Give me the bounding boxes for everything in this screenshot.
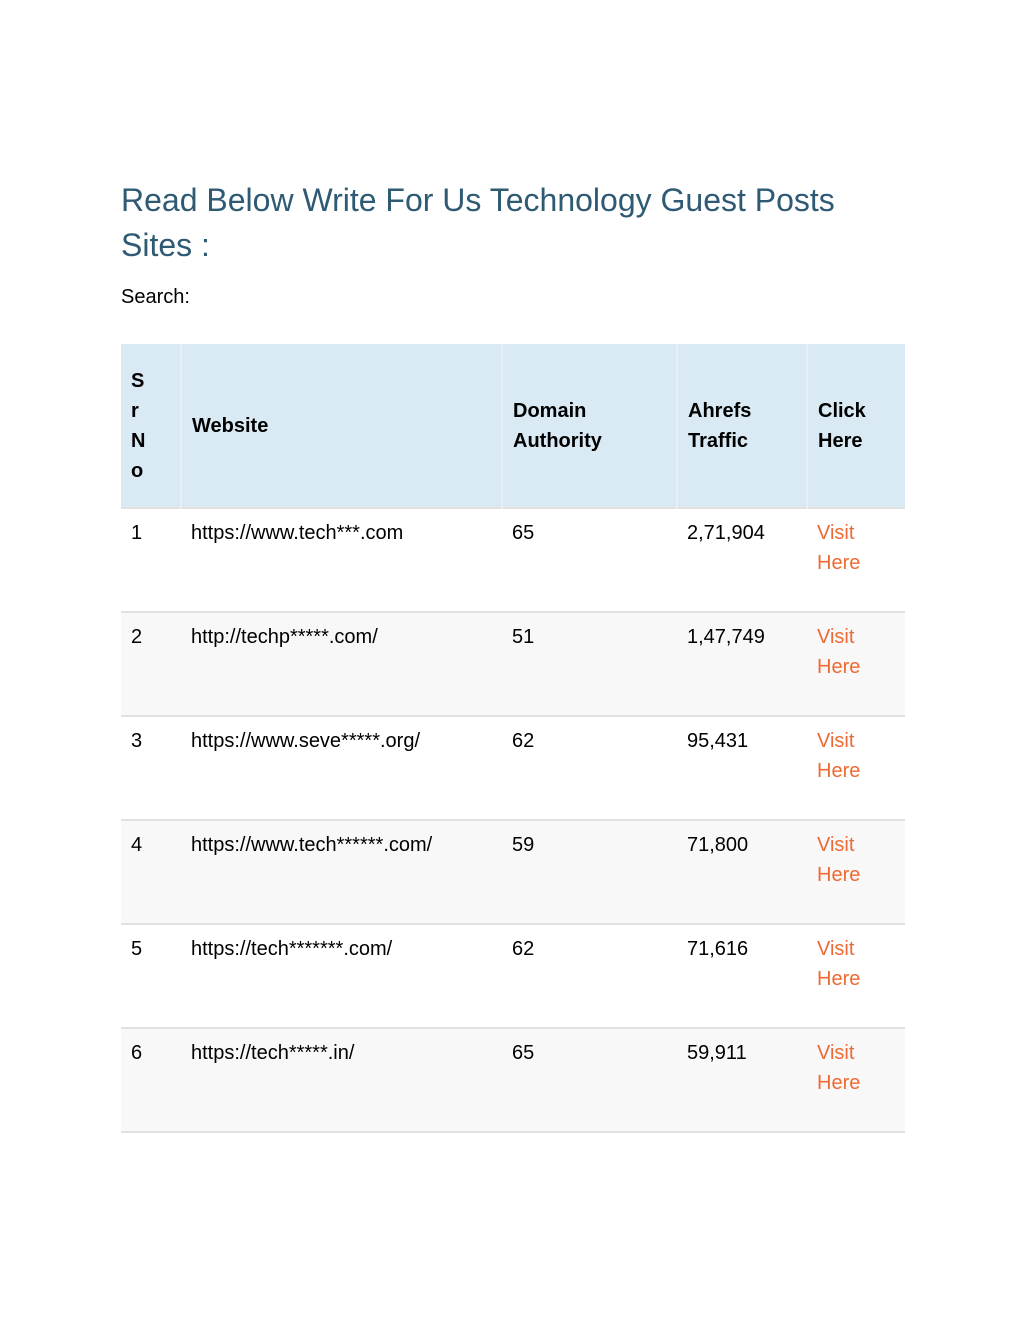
ahrefs-traffic-cell: 2,71,904 — [687, 522, 765, 544]
domain-authority-cell: 65 — [512, 522, 535, 544]
table-row — [121, 508, 905, 612]
sr-no-cell: 3 — [131, 730, 143, 752]
domain-authority-cell: 51 — [512, 626, 535, 648]
table-row — [121, 1028, 905, 1132]
domain-authority-cell: 59 — [512, 834, 535, 856]
table-header — [121, 344, 905, 508]
search-label: Search: — [121, 286, 190, 308]
page-title: Read Below Write For Us Technology Guest Posts Sites : — [121, 182, 835, 263]
header-website[interactable]: Website — [181, 344, 502, 508]
sr-no-cell: 1 — [131, 522, 143, 544]
header-click-here[interactable]: Click Here — [807, 344, 905, 508]
visit-here-link[interactable]: Visit Here — [817, 730, 861, 782]
website-cell: https://www.seve*****.org/ — [191, 730, 420, 752]
table-row — [121, 612, 905, 716]
visit-here-link[interactable]: Visit Here — [817, 1042, 861, 1094]
ahrefs-traffic-cell: 95,431 — [687, 730, 749, 752]
website-cell: http://techp*****.com/ — [191, 626, 378, 648]
table-row — [121, 820, 905, 924]
domain-authority-cell: 65 — [512, 1042, 535, 1064]
domain-authority-cell: 62 — [512, 730, 535, 752]
sr-no-cell: 5 — [131, 938, 143, 960]
ahrefs-traffic-cell: 59,911 — [687, 1042, 747, 1064]
domain-authority-cell: 62 — [512, 938, 535, 960]
header-ahrefs-traffic[interactable]: Ahrefs Traffic — [677, 344, 807, 508]
header-domain-authority[interactable]: Domain Authority — [502, 344, 677, 508]
website-cell: https://tech*****.in/ — [191, 1042, 355, 1064]
ahrefs-traffic-cell: 71,800 — [687, 834, 749, 856]
table-header-row — [121, 344, 905, 508]
sr-no-cell: 4 — [131, 834, 143, 856]
website-cell: https://www.tech***.com — [191, 522, 404, 544]
sr-no-cell: 2 — [131, 626, 143, 648]
website-cell: https://tech*******.com/ — [191, 938, 393, 960]
visit-here-link[interactable]: Visit Here — [817, 626, 861, 678]
ahrefs-traffic-cell: 1,47,749 — [687, 626, 765, 648]
sites-table — [121, 344, 905, 1133]
visit-here-link[interactable]: Visit Here — [817, 522, 861, 574]
table-body — [121, 508, 905, 1132]
visit-here-link[interactable]: Visit Here — [817, 834, 861, 886]
table-row — [121, 924, 905, 1028]
sr-no-cell: 6 — [131, 1042, 143, 1064]
table-row — [121, 716, 905, 820]
visit-here-link[interactable]: Visit Here — [817, 938, 861, 990]
header-sr-no[interactable]: Sr No — [131, 369, 146, 482]
website-cell: https://www.tech******.com/ — [191, 834, 433, 856]
ahrefs-traffic-cell: 71,616 — [687, 938, 749, 960]
